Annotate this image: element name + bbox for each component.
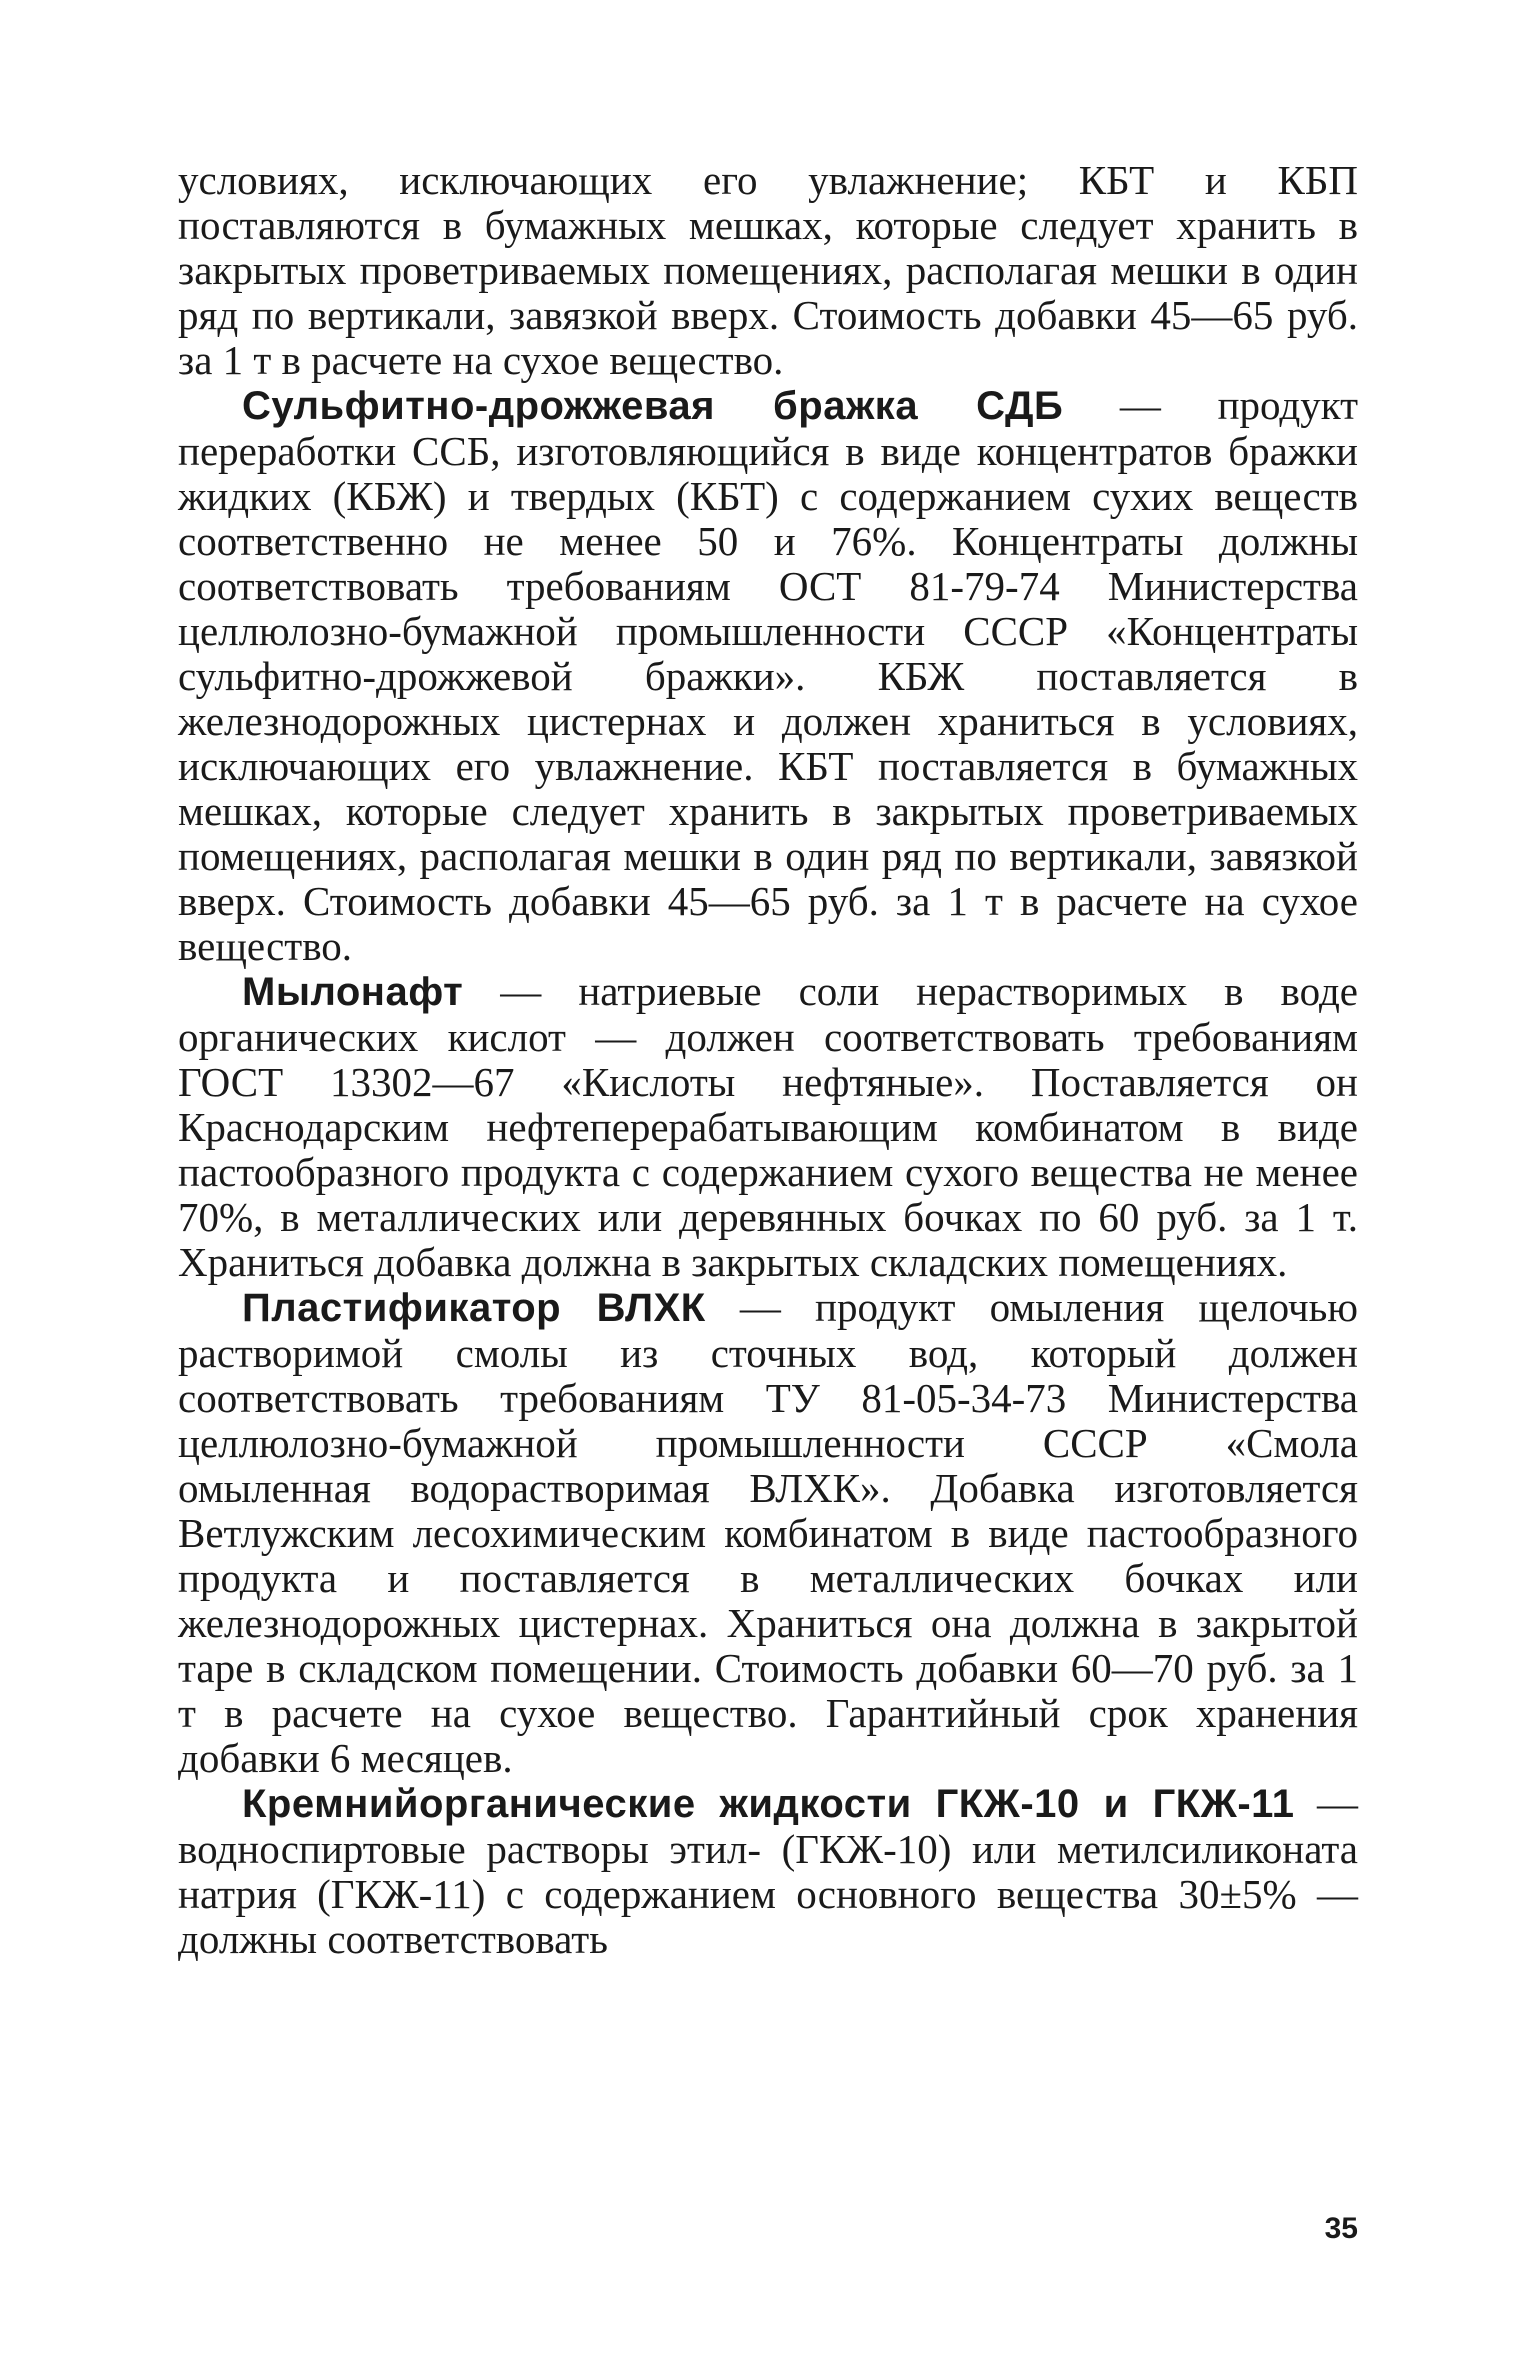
term-heading: Кремнийорганические жидкости ГКЖ-10 и ГКЖ-11 xyxy=(242,1782,1295,1826)
paragraph-continued xyxy=(178,158,1358,383)
paragraph-text: натриевые соли нерастворимых в воде органических кислот — должен соответствовать требованиям ГОСТ 13302—67 «Кислоты нефтяные». Поставляется он Краснодарским нефтеперерабатывающим комбинатом в виде пастообразного продукта с содержанием сухого вещества не менее 70%, в металлических или деревянных бочках по 60 руб. за 1 т. Храниться добавка должна в закрытых складских помещениях. xyxy=(178,968,1359,1285)
term-dash: — xyxy=(463,968,579,1014)
paragraph-gkzh xyxy=(178,1781,1358,1962)
term-dash: — xyxy=(705,1284,816,1330)
term-heading: Пластификатор ВЛХК xyxy=(242,1286,706,1330)
term-dash: — xyxy=(1063,382,1218,428)
paragraph-vlkhk xyxy=(178,1285,1358,1781)
paragraph-sdb xyxy=(178,383,1358,969)
paragraph-text: продукт омыления щелочью растворимой смолы из сточных вод, который должен соответствовать требованиям ТУ 81-05-34-73 Министерства целлюлозно-бумажной промышленности СССР «Смола омыленная водорастворимая ВЛХК». Добавка изготовляется Ветлужским лесохимическим комбинатом в виде пастообразного продукта и поставляется в металлических бочках или железнодорожных цистернах. Храниться она должна в закрытой таре в складском помещении. Стоимость добавки 60—70 руб. за 1 т в расчете на сухое вещество. Гарантийный срок хранения добавки 6 месяцев. xyxy=(178,1284,1358,1781)
page-body xyxy=(178,158,1358,1962)
paragraph-mylonaft xyxy=(178,969,1358,1285)
term-dash: — xyxy=(1294,1780,1359,1826)
paragraph-text: продукт переработки ССБ, изготовляющийся в виде концентратов бражки жидких (КБЖ) и твердых (КБТ) с содержанием сухих веществ соответственно не менее 50 и 76%. Концентраты должны соответствовать требованиям ОСТ 81-79-74 Министерства целлюлозно-бумажной промышленности СССР «Концентраты сульфитно-дрожжевой бражки». КБЖ поставляется в железнодорожных цистернах и должен храниться в условиях, исключающих его увлажнение. КБТ поставляется в бумажных мешках, которые следует хранить в закрытых проветриваемых помещениях, располагая мешки в один ряд по вертикали, завязкой вверх. Стоимость добавки 45—65 руб. за 1 т в расчете на сухое вещество. xyxy=(178,382,1358,969)
page-number: 35 xyxy=(1324,2212,1358,2245)
paragraph-text: водноспиртовые растворы этил- (ГКЖ-10) или метилсиликоната натрия (ГКЖ-11) с содержанием основного вещества 30±5% — должны соответствовать xyxy=(178,1826,1358,1962)
paragraph-text: условиях, исключающих его увлажнение; КБТ и КБП поставляются в бумажных мешках, которые следует хранить в закрытых проветриваемых помещениях, располагая мешки в один ряд по вертикали, завязкой вверх. Стоимость добавки 45—65 руб. за 1 т в расчете на сухое вещество. xyxy=(178,157,1358,383)
term-heading: Мылонафт xyxy=(242,970,464,1014)
term-heading: Сульфитно-дрожжевая бражка СДБ xyxy=(242,384,1064,428)
